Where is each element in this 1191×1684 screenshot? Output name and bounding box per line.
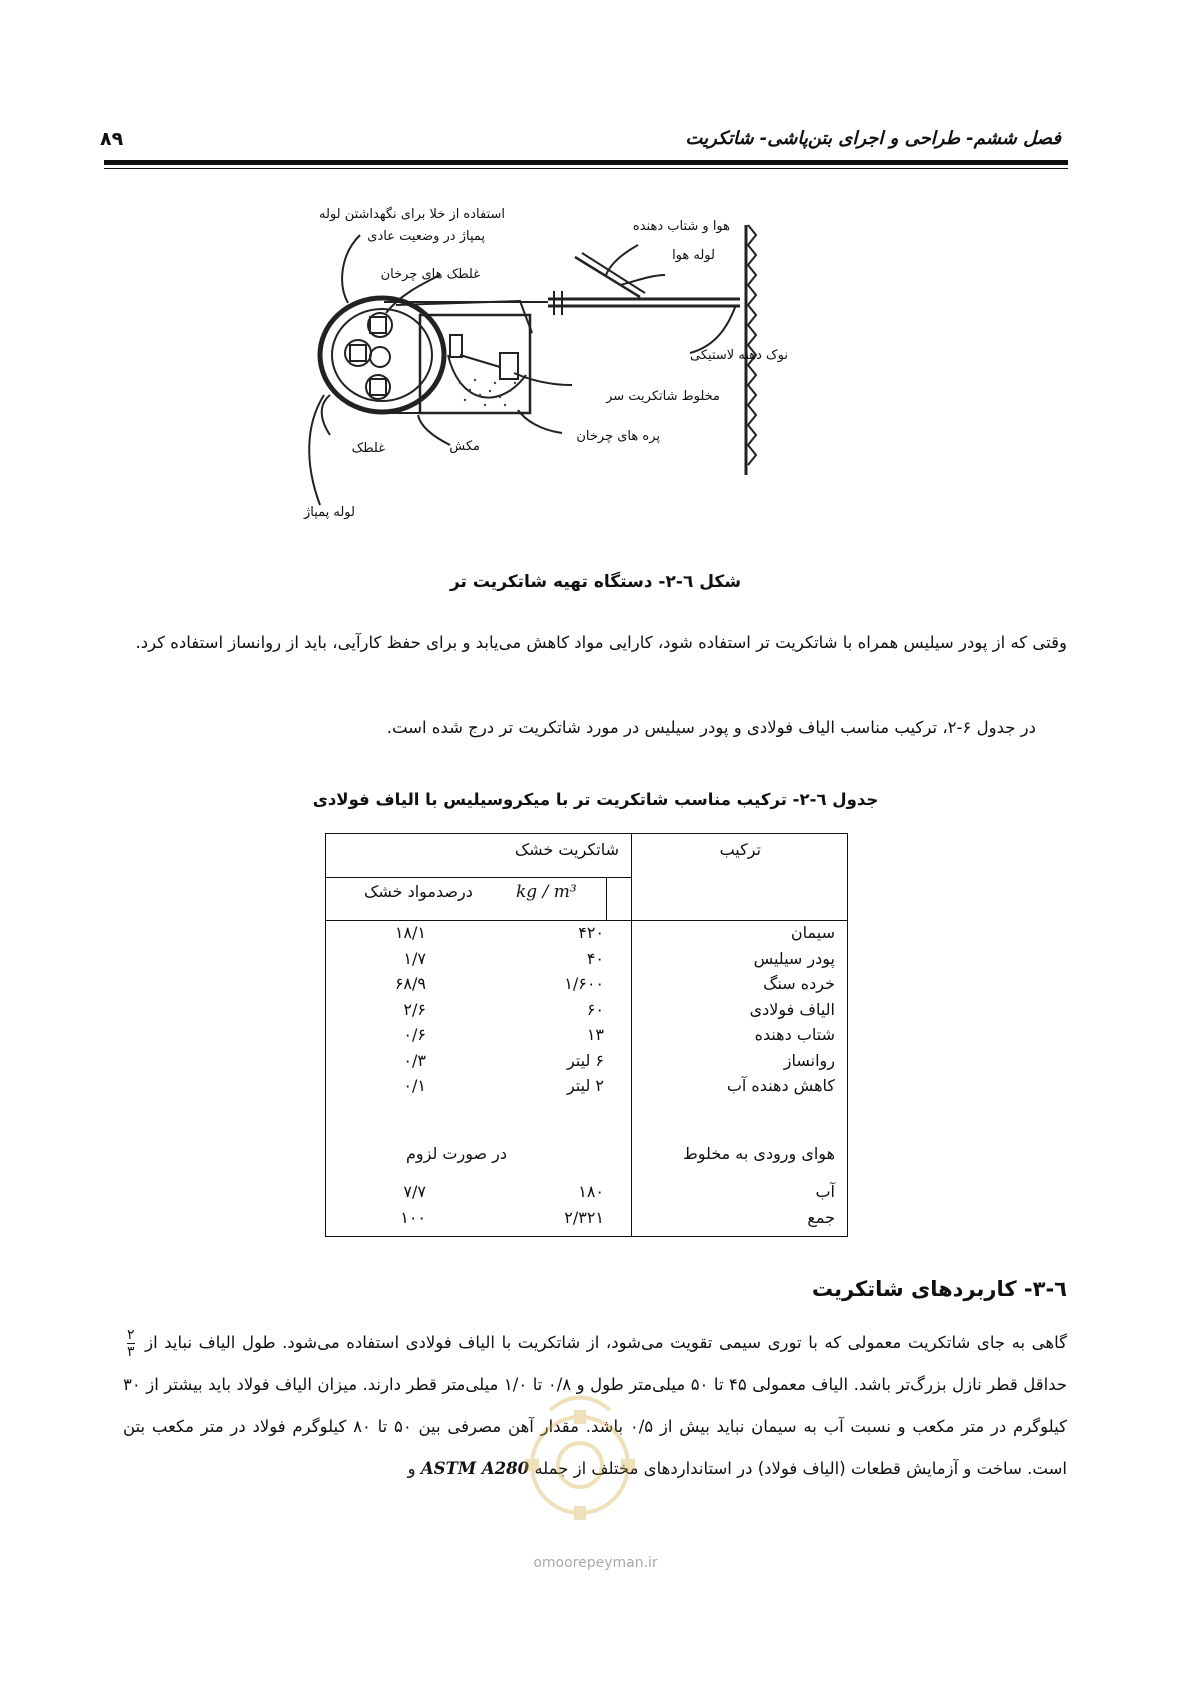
header-rule-thin	[104, 168, 1068, 169]
row-pct: ۶۸/۹	[394, 974, 426, 993]
label-vacuum-line2: پمپاژ در وضعیت عادی	[367, 229, 485, 244]
paragraph-applications-part1: گاهی به جای شاتکریت معمولی که با توری سیمی تقویت می‌شود، از شاتکریت با الیاف فولادی استفاده می‌شود. طول الیاف نباید از	[145, 1333, 1067, 1352]
label-roller: غلطک	[351, 441, 385, 456]
row-item: روانساز	[783, 1050, 835, 1070]
row-kg: ۱۳	[586, 1025, 604, 1044]
column-kg	[524, 920, 604, 1099]
paragraph-applications-part2: حداقل قطر نازل بزرگ‌تر باشد. الیاف معمولی ۴۵ تا ۵۰ میلی‌متر طول و ۰/۸ تا ۱/۰ میلی‌متر قطر دارند. میزان الیاف فولاد باید بیشتر از ۳۰ کیلوگرم در متر مکعب و نسبت آب به سیمان نباید بیش از ۰/۵ باشد. مقدار آهن مصرفی بین ۵۰ تا ۸۰ کیلوگرم فولاد در متر مکعب بتن است. ساخت و آزمایش قطعات (الیاف فولاد) در استانداردهای مختلف از جمله	[123, 1375, 1068, 1478]
label-blades: پره های چرخان	[576, 429, 660, 444]
row-kg: ۱/۶۰۰	[564, 974, 604, 993]
row-air-item: هوای ورودی به مخلوط	[682, 1144, 835, 1163]
column-percent	[366, 920, 426, 1099]
row-item: شتاب دهنده	[754, 1025, 835, 1044]
chapter-title: فصل ششم- طراحی و اجرای بتن‌پاشی- شاتکریت	[685, 128, 1061, 149]
row-kg: ۲/۳۲۱	[564, 1207, 604, 1227]
astm-standard: ASTM A280	[420, 1459, 530, 1478]
row-pct: ۲/۶	[403, 999, 426, 1019]
watermark-logo	[490, 1380, 670, 1540]
label-nozzle: نوک دهنه لاستیکی	[690, 348, 788, 363]
paragraph-table-ref: در جدول ۶-۲، ترکیب مناسب الیاف فولادی و پودر سیلیس در مورد شاتکریت تر درج شده است.	[386, 718, 1036, 737]
table-header-divider	[326, 877, 631, 878]
machine-drawing	[300, 205, 860, 565]
mix-table	[325, 833, 848, 1237]
column-bottom-percent	[366, 1179, 426, 1230]
label-wet-mix: مخلوط شاتکریت سر	[606, 389, 720, 404]
label-air-accelerator: هوا و شتاب دهنده	[632, 219, 730, 234]
header-dry-shotcrete: شاتکریت خشک	[514, 840, 619, 859]
paragraph-applications-part3: و	[407, 1459, 416, 1478]
row-pct: ۱/۷	[403, 948, 426, 968]
row-pct: ۰/۳	[403, 1050, 426, 1070]
row-item: پودر سیلیس	[753, 948, 835, 968]
row-item: آب	[815, 1182, 835, 1201]
table-col-divider	[631, 834, 632, 1236]
row-kg: ۴۲۰	[578, 923, 604, 942]
row-kg: ۶۰	[586, 999, 604, 1019]
paragraph-silica: وقتی که از پودر سیلیس همراه با شاتکریت تر استفاده شود، کارایی مواد کاهش می‌یابد و برای حفظ کارآیی، باید از روانساز استفاده کرد.	[135, 633, 1067, 652]
row-kg: ۶ لیتر	[566, 1050, 604, 1070]
section-title: ٦-٣- کاربردهای شاتکریت	[811, 1277, 1067, 1301]
row-kg: ۱۸۰	[578, 1182, 604, 1201]
fraction	[127, 1327, 135, 1360]
page-number: ۸۹	[100, 128, 124, 150]
label-suction: مکش	[449, 439, 480, 454]
label-rollers: غلطک های چرخان	[380, 267, 480, 282]
header-unit: kg / m³	[516, 882, 577, 902]
label-vacuum: استفاده از خلا برای نگهداشتن لوله	[318, 207, 505, 222]
row-pct: ۱۸/۱	[394, 923, 426, 942]
row-pct: ۱۰۰	[400, 1207, 426, 1227]
watermark-site: omoorepeyman.ir	[533, 1555, 658, 1571]
row-pct: ۷/۷	[403, 1182, 426, 1201]
table-subheader-tick	[606, 877, 607, 920]
table-caption: جدول ٦-٢- ترکیب مناسب شاتکریت تر با میکروسیلیس با الیاف فولادی	[312, 790, 879, 809]
shotcrete-machine-figure	[300, 205, 860, 565]
row-item: سیمان	[790, 923, 835, 942]
row-item: خرده سنگ	[763, 974, 835, 993]
row-item: جمع	[807, 1207, 835, 1227]
label-air-hose: لوله هوا	[672, 248, 715, 263]
figure-caption: شکل ٦-٢- دستگاه تهیه شاتکریت تر	[449, 572, 742, 592]
header-composition: ترکیب	[719, 840, 761, 859]
column-bottom-items	[807, 1179, 835, 1230]
column-items	[727, 920, 835, 1099]
fraction-denominator: ۳	[127, 1344, 135, 1360]
row-item: الیاف فولادی	[749, 999, 835, 1019]
seal-icon	[490, 1380, 670, 1540]
row-kg: ۴۰	[586, 948, 604, 968]
row-kg: ۲ لیتر	[566, 1076, 604, 1095]
header-rule-thick	[104, 160, 1068, 165]
row-pct: ۰/۶	[403, 1025, 426, 1044]
column-bottom-kg	[524, 1179, 604, 1230]
row-air-note: در صورت لزوم	[406, 1144, 507, 1163]
fraction-numerator: ۲	[127, 1327, 135, 1343]
header-percent: درصدمواد خشک	[364, 882, 473, 901]
row-pct: ۰/۱	[403, 1076, 426, 1095]
label-pump-hose: لوله پمپاژ	[303, 505, 355, 520]
row-item: کاهش دهنده آب	[726, 1076, 835, 1095]
